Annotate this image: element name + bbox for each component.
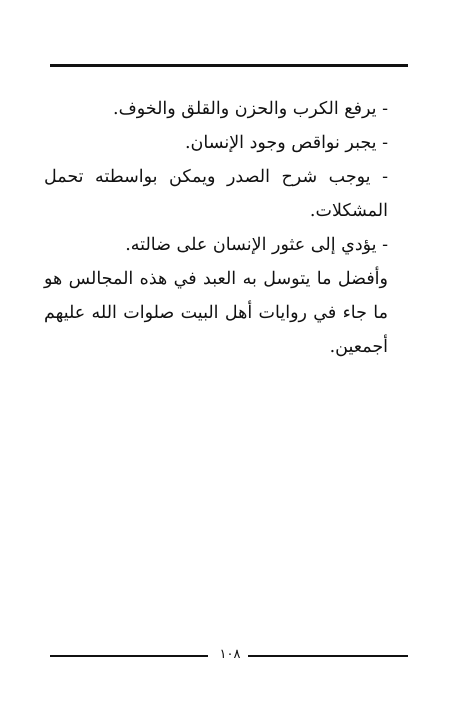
paragraph-1: - يرفع الكرب والحزن والقلق والخوف. [113,99,388,119]
body-text [44,92,388,364]
paragraph-5: وأفضل ما يتوسل به العبد في هذه المجالس هو ما جاء في روايات أهل البيت صلوات الله عليهم أجمعين. [44,269,388,357]
footer-rule-right [248,655,408,657]
page-number: ١٠٨ [219,647,241,662]
paragraph-4: - يؤدي إلى عثور الإنسان على ضالته. [125,235,388,255]
footer-rule-left [50,655,208,657]
header-rule [50,64,408,67]
paragraph-2: - يجبر نواقص وجود الإنسان. [184,133,388,153]
paragraph-3: - يوجب شرح الصدر ويمكن بواسطته تحمل المشكلات. [44,167,388,221]
page-footer [50,648,408,664]
